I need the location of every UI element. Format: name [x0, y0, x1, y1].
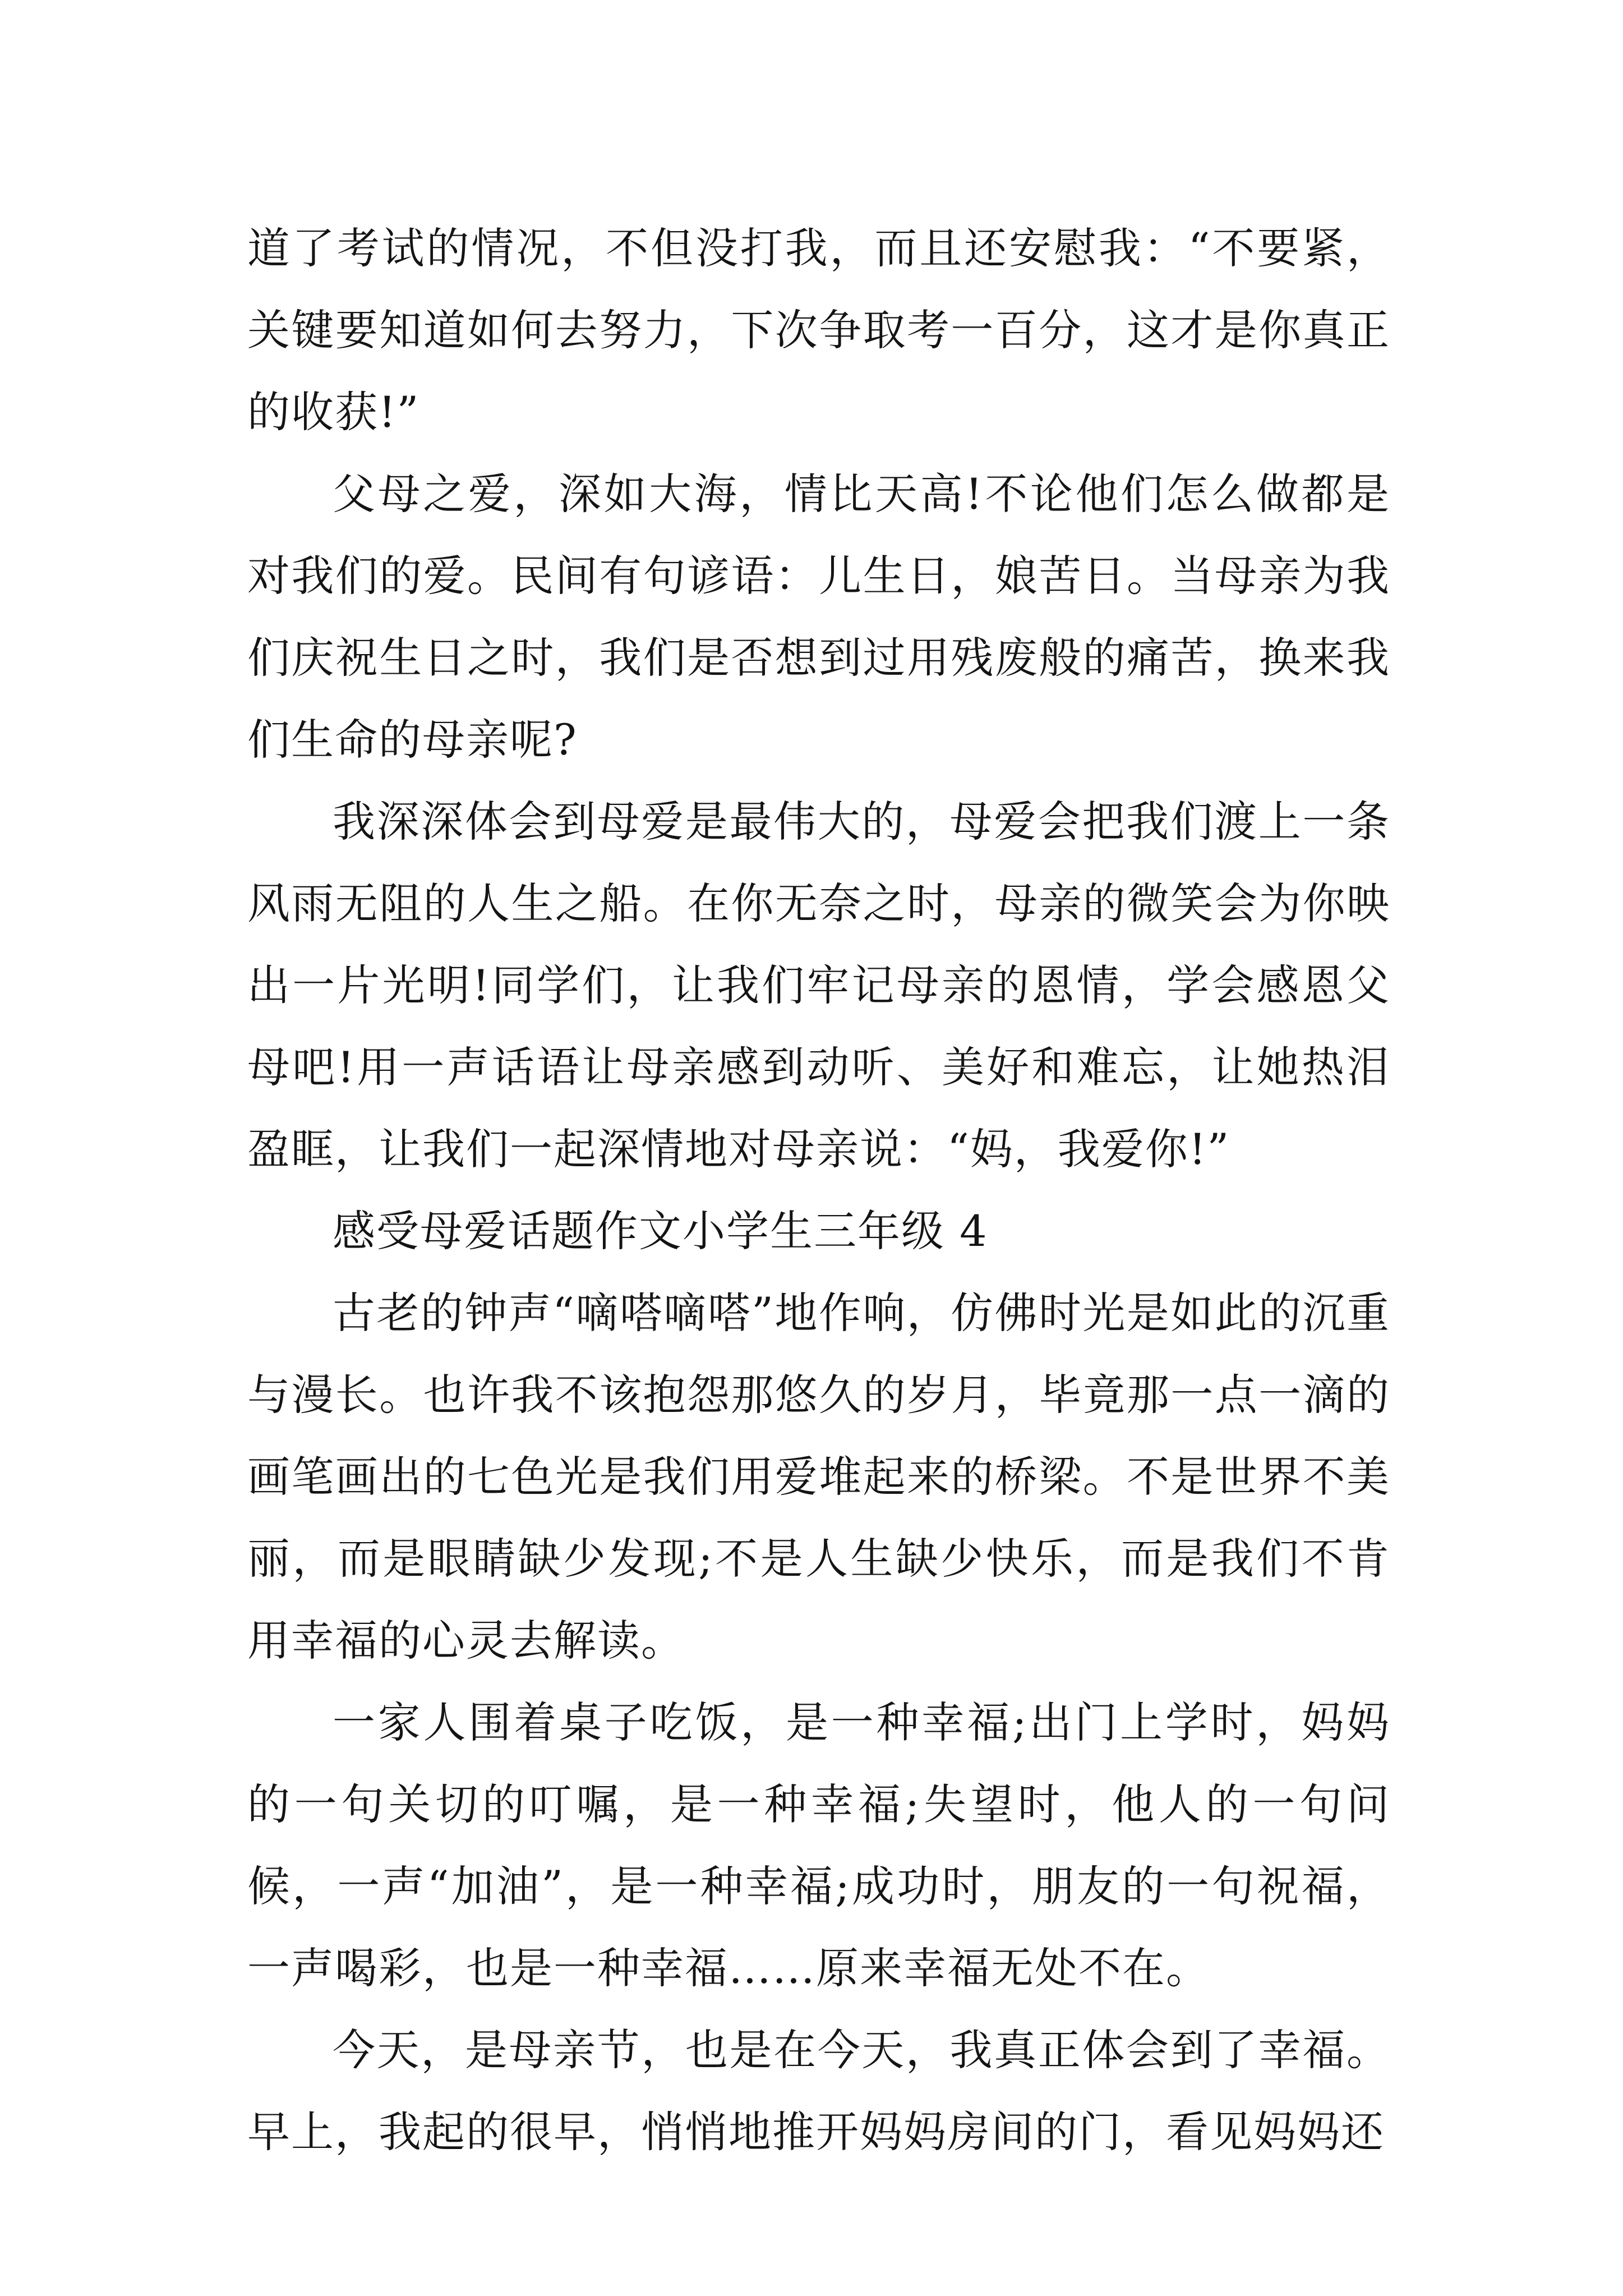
- paragraph: 父母之爱，深如大海，情比天高!不论他们怎么做都是对我们的爱。民间有句谚语：儿生日，娘苦日。当母亲为我们庆祝生日之时，我们是否想到过用残废般的痛苦，换来我们生命的母亲呢?: [247, 469, 1390, 765]
- paragraph: 古老的钟声“嘀嗒嘀嗒”地作响，仿佛时光是如此的沉重与漫长。也许我不该抱怨那悠久的岁月，毕竟那一点一滴的画笔画出的七色光是我们用爱堆起来的桥梁。不是世界不美丽，而是眼睛缺少发现;不是人生缺少快乐，而是我们不肯用幸福的心灵去解读。: [247, 1288, 1390, 1665]
- document-body: [247, 208, 1390, 2173]
- paragraph: 一家人围着桌子吃饭，是一种幸福;出门上学时，妈妈的一句关切的叮嘱，是一种幸福;失望时，他人的一句问候，一声“加油”，是一种幸福;成功时，朋友的一句祝福，一声喝彩，也是一种幸福……原来幸福无处不在。: [247, 1697, 1390, 1993]
- paragraph-continuation: 道了考试的情况，不但没打我，而且还安慰我：“不要紧，关键要知道如何去努力，下次争取考一百分，这才是你真正的收获!”: [247, 223, 1390, 437]
- section-heading: 感受母爱话题作文小学生三年级 4: [333, 1206, 988, 1256]
- paragraph: 我深深体会到母爱是最伟大的，母爱会把我们渡上一条风雨无阻的人生之船。在你无奈之时，母亲的微笑会为你映出一片光明!同学们，让我们牢记母亲的恩情，学会感恩父母吧!用一声话语让母亲感到动听、美好和难忘，让她热泪盈眶，让我们一起深情地对母亲说：“妈，我爱你!”: [247, 797, 1390, 1174]
- paragraph: 今天，是母亲节，也是在今天，我真正体会到了幸福。早上，我起的很早，悄悄地推开妈妈房间的门，看见妈妈还: [247, 2025, 1390, 2157]
